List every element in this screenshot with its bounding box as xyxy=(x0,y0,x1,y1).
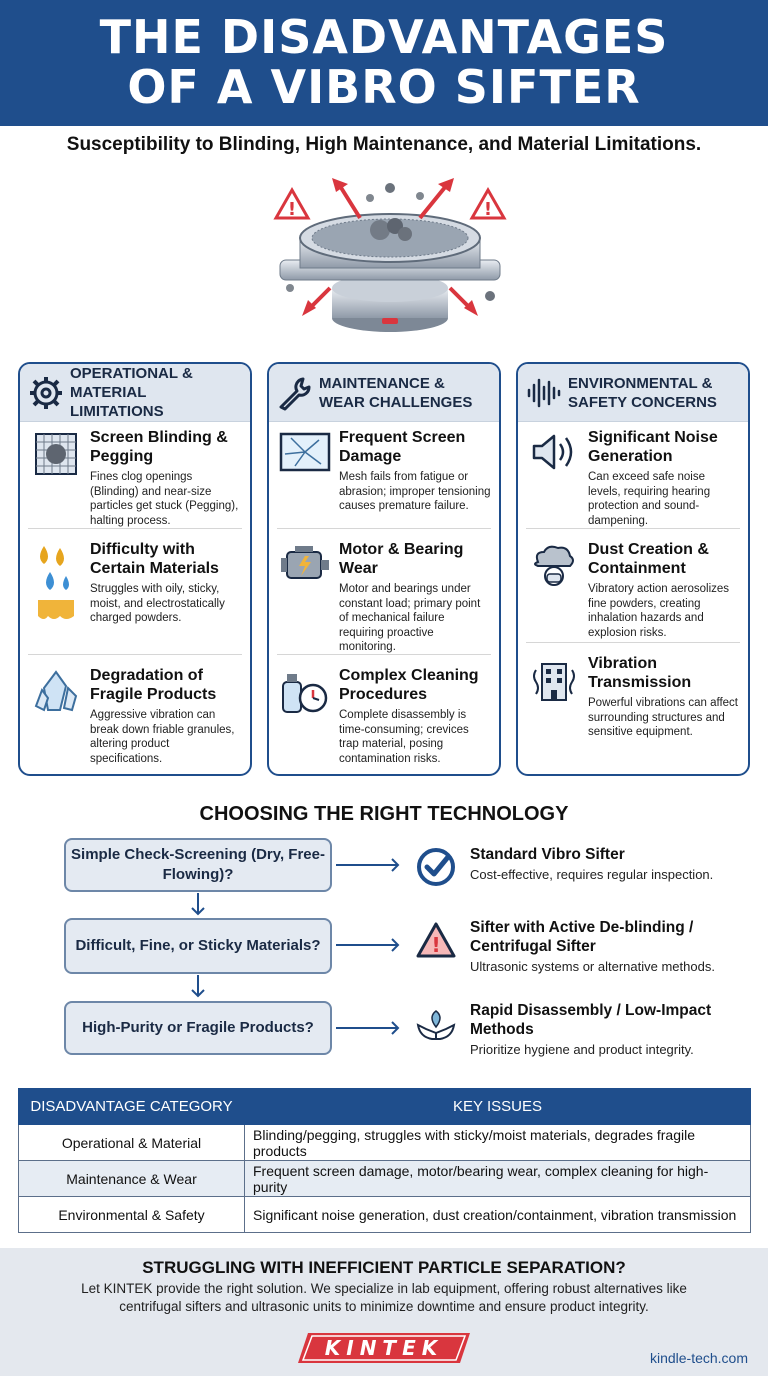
table-cell-category: Environmental & Safety xyxy=(19,1197,245,1233)
table-row xyxy=(19,1161,751,1197)
table-cell-category: Operational & Material xyxy=(19,1125,245,1161)
list-item xyxy=(518,428,748,528)
list-item xyxy=(269,540,499,655)
item-description: Powerful vibrations can affect surrounding structures and sensitive equipment. xyxy=(588,697,739,738)
answer-description: Ultrasonic systems or alternative methods. xyxy=(470,959,715,974)
answer-title: Rapid Disassembly / Low-Impact Methods xyxy=(470,1002,712,1038)
warning-icon-right xyxy=(472,190,504,220)
sound-wave-icon xyxy=(526,375,562,411)
card-title: OPERATIONAL & MATERIAL LIMITATIONS xyxy=(70,365,193,420)
decision-question: Difficult, Fine, or Sticky Materials? xyxy=(64,918,332,974)
logo-text: KINTEK xyxy=(324,1336,444,1360)
speaker-icon xyxy=(530,432,578,472)
card-operational-limitations xyxy=(18,362,252,776)
cracked-screen-icon xyxy=(279,432,331,472)
divider xyxy=(277,528,491,529)
item-description: Can exceed safe noise levels, requiring hearing protection and sound-dampening. xyxy=(588,471,711,527)
list-item xyxy=(518,654,748,740)
item-title: Complex Cleaning Procedures xyxy=(339,667,479,703)
decision-question: High-Purity or Fragile Products? xyxy=(64,1001,332,1055)
item-description: Mesh fails from fatigue or abrasion; improper tensioning causes premature failure. xyxy=(339,471,491,512)
divider xyxy=(28,654,242,655)
card-header xyxy=(20,364,250,422)
warning-icon-left xyxy=(276,190,308,220)
table-cell-category: Maintenance & Wear xyxy=(19,1161,245,1197)
card-maintenance-challenges xyxy=(267,362,501,776)
page-subtitle: Susceptibility to Blinding, High Maintenance, and Material Limitations. xyxy=(66,134,702,155)
hands-leaf-icon xyxy=(414,1001,458,1045)
check-circle-icon xyxy=(414,845,458,889)
list-item xyxy=(20,540,250,626)
section-title: CHOOSING THE RIGHT TECHNOLOGY xyxy=(199,803,569,825)
item-title: Vibration Transmission xyxy=(588,655,692,691)
list-item xyxy=(20,428,250,528)
list-item xyxy=(269,428,499,514)
svg-text:!: ! xyxy=(287,199,297,220)
page-title-line-1: THE DISADVANTAGES xyxy=(99,10,669,64)
clogged-mesh-icon xyxy=(34,432,78,476)
card-header xyxy=(518,364,748,422)
column-header: KEY ISSUES xyxy=(245,1089,751,1125)
website-link[interactable]: kindle-tech.com xyxy=(649,1350,748,1366)
table-header-row xyxy=(19,1089,751,1125)
item-title: Dust Creation & Containment xyxy=(588,541,709,577)
item-title: Difficulty with Certain Materials xyxy=(90,541,219,577)
item-description: Motor and bearings under constant load; primary point of mechanical failure requiring proactive monitoring. xyxy=(339,583,481,653)
gear-icon xyxy=(28,375,64,411)
answer-description: Cost-effective, requires regular inspection. xyxy=(470,867,714,882)
column-header: DISADVANTAGE CATEGORY xyxy=(19,1089,245,1125)
cleaning-timer-icon xyxy=(279,670,331,716)
answer-title: Standard Vibro Sifter xyxy=(470,846,625,863)
page-title-line-2: OF A VIBRO SIFTER xyxy=(127,60,641,114)
table-cell-issues: Blinding/pegging, struggles with sticky/moist materials, degrades fragile products xyxy=(245,1125,751,1161)
svg-text:!: ! xyxy=(431,933,441,957)
header-banner xyxy=(0,0,768,126)
item-title: Motor & Bearing Wear xyxy=(339,541,464,577)
list-item xyxy=(20,666,250,766)
wrench-icon xyxy=(277,375,313,411)
svg-text:!: ! xyxy=(483,199,493,220)
decision-answer xyxy=(414,1001,754,1058)
item-title: Significant Noise Generation xyxy=(588,429,718,465)
decision-question: Simple Check-Screening (Dry, Free-Flowing)? xyxy=(64,838,332,892)
card-environmental-concerns xyxy=(516,362,750,776)
list-item xyxy=(518,540,748,640)
item-title: Frequent Screen Damage xyxy=(339,429,466,465)
answer-title: Sifter with Active De-blinding / Centrifugal Sifter xyxy=(470,919,694,955)
footer-body: Let KINTEK provide the right solution. We specialize in lab equipment, offering robust alternatives like centrifugal sifters and ultrasonic units to minimize downtime and ensure product integrity. xyxy=(81,1281,687,1314)
divider xyxy=(526,528,740,529)
item-title: Degradation of Fragile Products xyxy=(90,667,217,703)
table-cell-issues: Significant noise generation, dust creation/containment, vibration transmission xyxy=(245,1197,751,1233)
footer-heading: STRUGGLING WITH INEFFICIENT PARTICLE SEPARATION? xyxy=(142,1258,626,1277)
motor-icon xyxy=(279,544,331,584)
droplets-icon xyxy=(34,544,78,624)
kintek-logo xyxy=(298,1333,470,1363)
card-title: ENVIRONMENTAL & SAFETY CONCERNS xyxy=(568,374,717,411)
item-description: Struggles with oily, sticky, moist, and electrostatically charged powders. xyxy=(90,583,225,624)
divider xyxy=(28,528,242,529)
decision-answer xyxy=(414,918,754,975)
building-vibration-icon xyxy=(530,658,578,702)
summary-table xyxy=(18,1088,751,1233)
divider xyxy=(526,642,740,643)
crystal-icon xyxy=(34,670,78,714)
table-cell-issues: Frequent screen damage, motor/bearing wear, complex cleaning for high-purity xyxy=(245,1161,751,1197)
item-description: Vibratory action aerosolizes fine powders, creating inhalation hazards and explosion risks. xyxy=(588,583,730,639)
answer-description: Prioritize hygiene and product integrity. xyxy=(470,1042,694,1057)
table-row xyxy=(19,1125,751,1161)
divider xyxy=(277,654,491,655)
item-description: Fines clog openings (Blinding) and near-size particles get stuck (Pegging), halting process. xyxy=(90,471,239,527)
item-description: Complete disassembly is time-consuming; crevices trap material, posing contamination risks. xyxy=(339,709,469,765)
item-description: Aggressive vibration can break down friable granules, altering product specifications. xyxy=(90,709,235,765)
card-title: MAINTENANCE & WEAR CHALLENGES xyxy=(319,374,473,411)
decision-answer xyxy=(414,845,754,889)
dust-mask-icon xyxy=(530,544,578,588)
list-item xyxy=(269,666,499,766)
warning-icon xyxy=(414,918,458,962)
card-header xyxy=(269,364,499,422)
vibro-sifter-illustration xyxy=(270,168,510,358)
table-row xyxy=(19,1197,751,1233)
item-title: Screen Blinding & Pegging xyxy=(90,429,228,465)
